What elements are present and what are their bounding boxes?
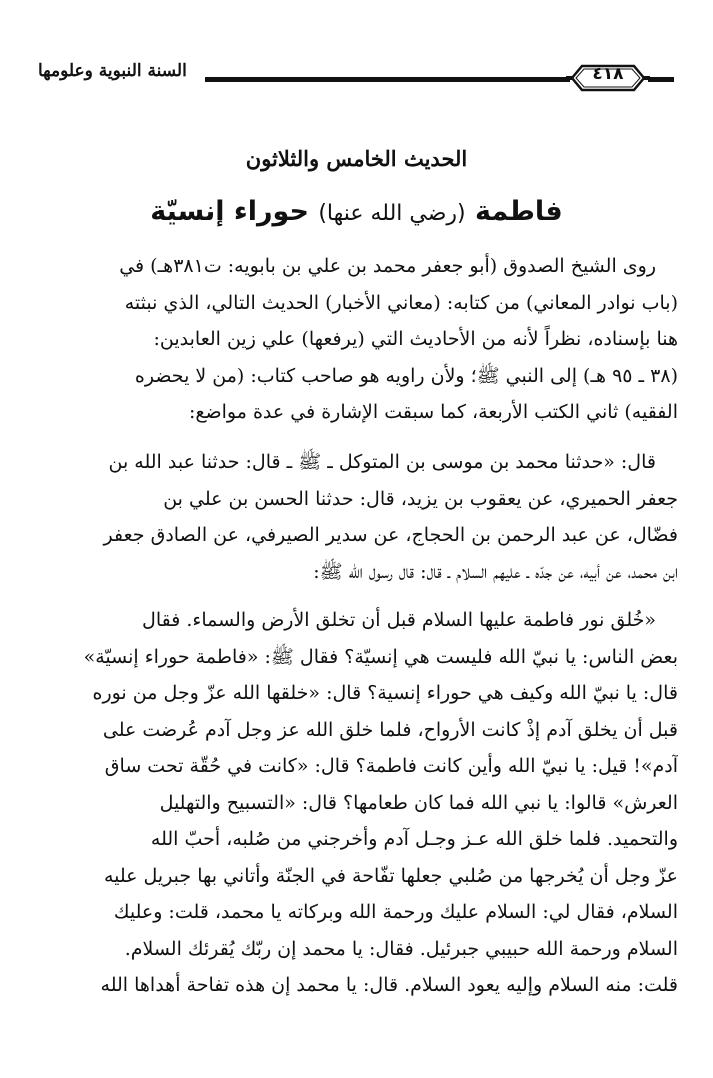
text-line: والتحميد. فلما خلق الله عـز وجـل آدم وأخرجني من صُلبه، أحبّ الله bbox=[150, 828, 678, 850]
text-line: السلام، فقال لي: السلام عليك ورحمة الله وبركاته يا محمد، قلت: وعليك bbox=[113, 901, 678, 923]
title-part-hawra: حوراء إنسيّة bbox=[150, 196, 309, 227]
page-number: ٤١٨ bbox=[592, 64, 624, 84]
matn-paragraph bbox=[36, 602, 678, 1004]
text-line: (٣٨ ـ ٩٥ هـ) إلى النبي ﷺ؛ ولأن راويه هو صاحب كتاب: (من لا يحضره bbox=[134, 364, 678, 387]
text-line: (باب نوادر المعاني) من كتابه: (معاني الأخبار) الحديث التالي، الذي نبثته bbox=[124, 291, 678, 314]
running-title: السنة النبوية وعلومها bbox=[38, 61, 187, 81]
page-header bbox=[0, 0, 713, 100]
title-part-fatima: فاطمة bbox=[475, 196, 563, 227]
text-line: «خُلق نور فاطمة عليها السلام قبل أن تخلق الأرض والسماء. فقال bbox=[142, 609, 656, 631]
text-line: بعض الناس: يا نبيّ الله فليست هي إنسيّة؟ فقال ﷺ: «فاطمة حوراء إنسيّة» bbox=[83, 645, 678, 668]
text-line: العرش» قالوا: يا نبي الله فما كان طعامها؟ قال: «التسبيح والتهليل bbox=[159, 791, 678, 814]
text-line: جعفر الحميري، عن يعقوب بن يزيد، قال: حدثنا الحسن بن علي بن bbox=[163, 487, 678, 510]
text-line: آدم»! قيل: يا نبيّ الله وأين كانت فاطمة؟ قال: «كانت في حُقّة تحت ساق bbox=[104, 755, 678, 777]
header-rule-end bbox=[648, 77, 674, 82]
title-part-honorific: (رضي الله عنها) bbox=[318, 201, 466, 226]
text-line: قال: «حدثنا محمد بن موسى بن المتوكل ـ ﷺ ـ قال: حدثنا عبد الله بن bbox=[108, 451, 656, 473]
text-line: قال: يا نبيّ الله وكيف هي حوراء إنسية؟ قال: «خلقها الله عزّ وجل من نوره bbox=[92, 682, 678, 704]
text-line: هنا بإسناده، نظراً لأنه من الأحاديث التي (يرفعها) علي زين العابدين: bbox=[153, 328, 678, 350]
intro-paragraph bbox=[36, 248, 678, 431]
text-line: ابن محمد، عن أبيه، عن جدّه ـ عليهم السلام ـ قال: قال رسول الله ﷺ: bbox=[313, 560, 678, 583]
text-line: السلام ورحمة الله حبيبي جبرئيل. فقال: يا محمد إن ربّك يُقرئك السلام. bbox=[124, 937, 678, 960]
hadith-number-heading: الحديث الخامس والثلاثون bbox=[245, 146, 468, 171]
page-number-frame bbox=[566, 58, 650, 98]
hadith-title bbox=[0, 196, 713, 227]
text-line: روى الشيخ الصدوق (أبو جعفر محمد بن علي بن بابويه: ت٣٨١هـ) في bbox=[119, 255, 656, 277]
text-line: عزّ وجل أن يُخرجها من صُلبي جعلها تفّاحة في الجنّة وأتاني بها جبريل عليه bbox=[103, 864, 678, 887]
text-line: قبل أن يخلق آدم إذْ كانت الأرواح، فلما خلق الله عز وجل آدم عُرضت على bbox=[102, 718, 678, 741]
text-line: الفقيه) ثاني الكتب الأربعة، كما سبقت الإشارة في عدة مواضع: bbox=[189, 401, 678, 423]
text-line: فضّال، عن عبد الرحمن بن الحجاج، عن سدير الصيرفي، عن الصادق جعفر bbox=[103, 524, 678, 546]
isnad-paragraph bbox=[36, 444, 678, 590]
header-rule bbox=[205, 77, 570, 82]
text-line: قلت: منه السلام وإليه يعود السلام. قال: يا محمد إن هذه تفاحة أهداها الله bbox=[100, 974, 678, 996]
